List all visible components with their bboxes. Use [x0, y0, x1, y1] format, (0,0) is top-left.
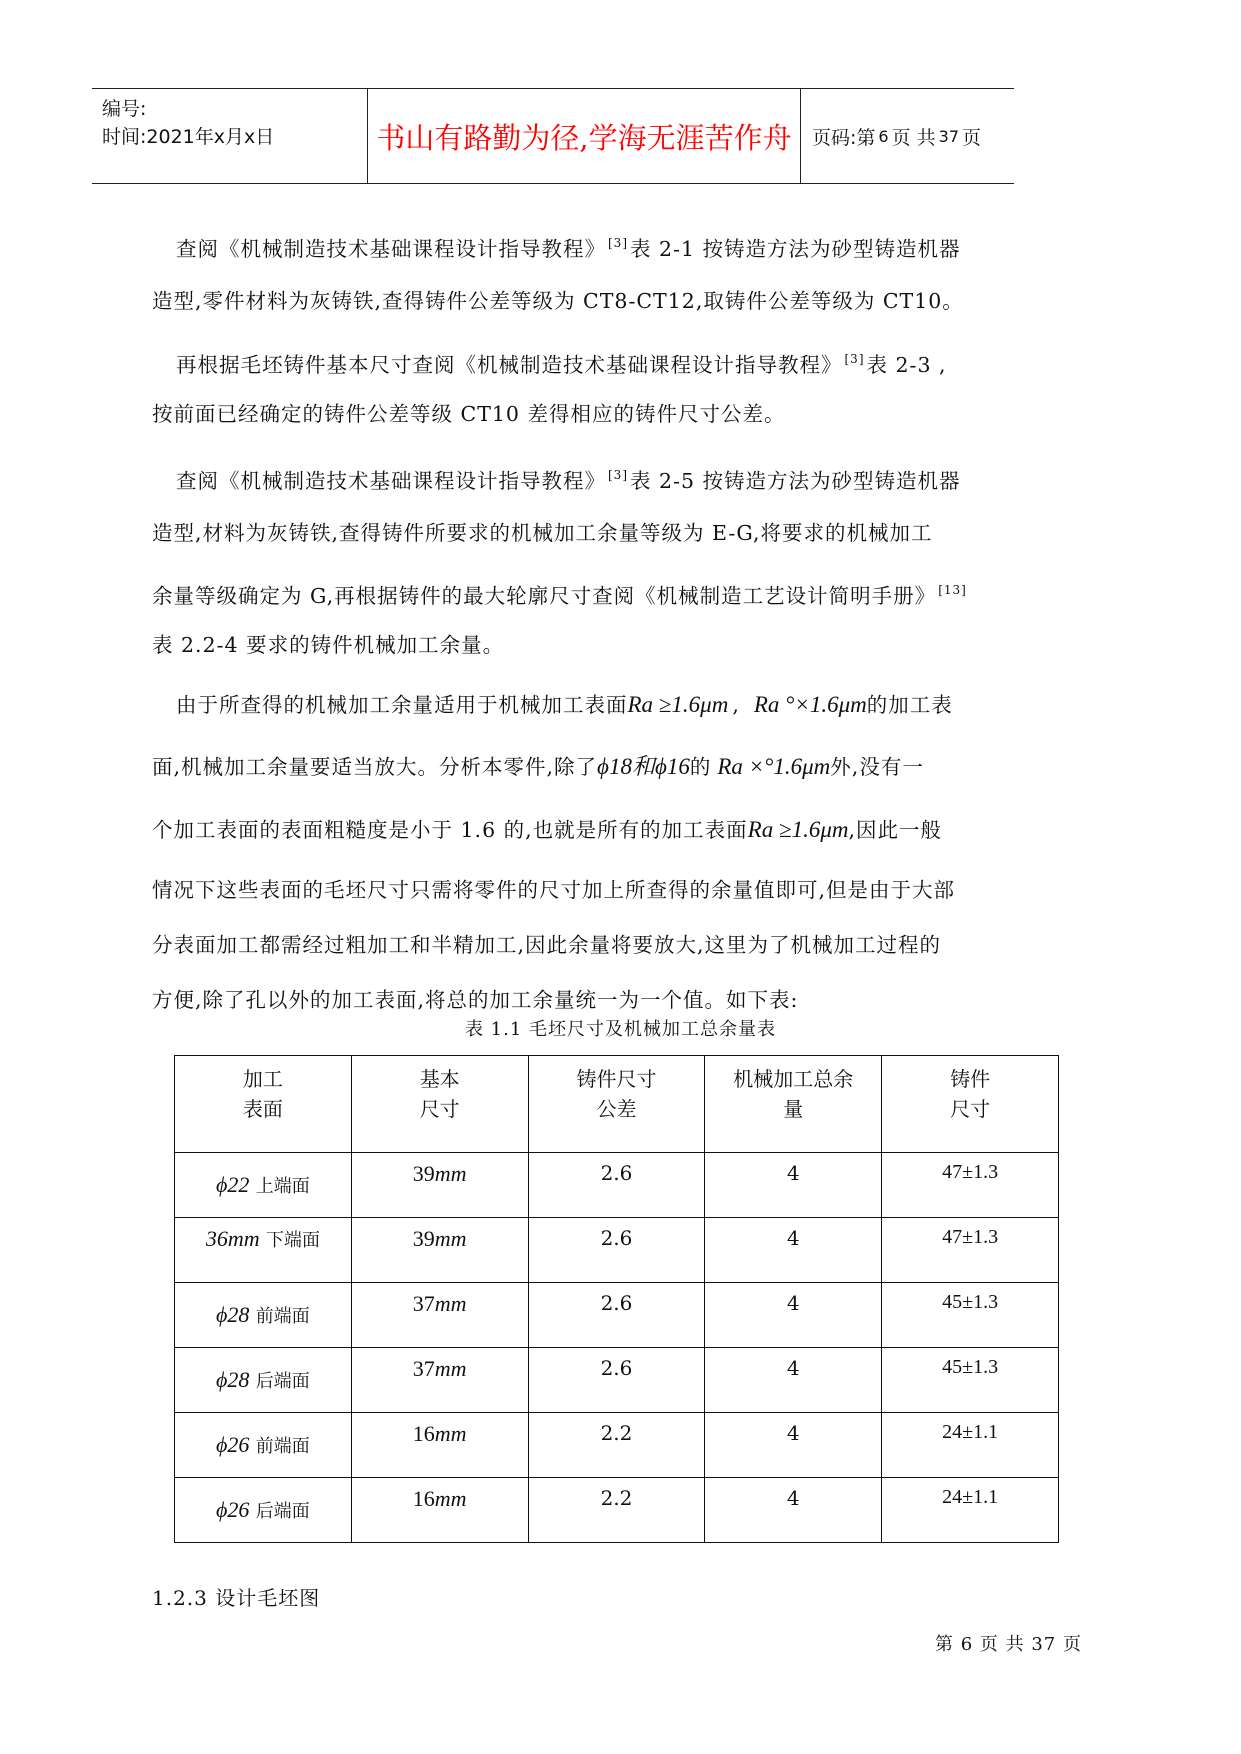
- surface-cell: [175, 1348, 352, 1413]
- header-cell: [882, 1056, 1059, 1153]
- page-header: [92, 88, 1014, 184]
- table-row: [175, 1218, 1059, 1283]
- allowance-cell: 4: [705, 1413, 882, 1478]
- casting-size-cell: 45±1.3: [882, 1348, 1059, 1413]
- citation-ref: [3]: [844, 352, 865, 366]
- basic-size-cell: [351, 1153, 528, 1218]
- header-meta: [102, 95, 352, 151]
- text: 后端面: [255, 1501, 310, 1522]
- text: 机械加工总余: [733, 1067, 854, 1091]
- text: 尺寸: [950, 1097, 991, 1121]
- math-expression: Ra ≥1.6μm: [627, 692, 729, 717]
- table-row: [175, 1153, 1059, 1218]
- allowance-cell: 4: [705, 1283, 882, 1348]
- basic-size-cell: [351, 1413, 528, 1478]
- text: 基本: [419, 1067, 460, 1091]
- text: mm: [434, 1226, 467, 1251]
- citation-ref: [3]: [608, 468, 628, 482]
- text: 16: [412, 1421, 435, 1446]
- document-date: 时间:2021年x月x日: [102, 126, 275, 148]
- text: mm: [434, 1486, 467, 1511]
- surface-cell: [175, 1283, 352, 1348]
- tolerance-cell: 2.6: [528, 1283, 705, 1348]
- casting-size-cell: 47±1.3: [882, 1218, 1059, 1283]
- paragraph-2-line-2: 按前面已经确定的铸件公差等级 CT10 差得相应的铸件尺寸公差。: [152, 402, 786, 426]
- surface-cell: [175, 1413, 352, 1478]
- header-cell: [351, 1056, 528, 1153]
- text: 前端面: [255, 1436, 310, 1457]
- table-row: [175, 1283, 1059, 1348]
- text: 39: [412, 1226, 435, 1251]
- allowance-cell: 4: [705, 1218, 882, 1283]
- document-number-label: 编号:: [102, 98, 147, 120]
- casting-size-cell: 45±1.3: [882, 1283, 1059, 1348]
- casting-size-cell: 24±1.1: [882, 1478, 1059, 1543]
- paragraph-4-line-1: [176, 690, 1116, 720]
- text: 余量等级确定为 G,再根据铸件的最大轮廓尺寸查阅《机械制造工艺设计简明手册》: [152, 584, 937, 608]
- surface-cell: [175, 1153, 352, 1218]
- text: 上端面: [255, 1176, 310, 1197]
- text: 查阅《机械制造技术基础课程设计指导教程》: [176, 469, 606, 493]
- text: 面,机械加工余量要适当放大。分析本零件,除了: [152, 755, 598, 779]
- text: 16: [412, 1486, 435, 1511]
- text: 查阅《机械制造技术基础课程设计指导教程》: [176, 237, 606, 261]
- paragraph-1-line-1: [176, 228, 1116, 264]
- tolerance-cell: 2.6: [528, 1153, 705, 1218]
- page-total: 37: [938, 126, 959, 146]
- text: ϕ28: [216, 1302, 250, 1327]
- basic-size-cell: [351, 1478, 528, 1543]
- tolerance-cell: 2.6: [528, 1218, 705, 1283]
- math-expression: Ra ≥1.6μm: [747, 817, 849, 842]
- text: 由于所查得的机械加工余量适用于机械加工表面: [176, 693, 628, 717]
- paragraph-1-line-2: 造型,零件材料为灰铸铁,查得铸件公差等级为 CT8-CT12,取铸件公差等级为 CT10。: [152, 289, 964, 313]
- surface-cell: [175, 1218, 352, 1283]
- text: 量: [783, 1097, 804, 1121]
- table-row: [175, 1348, 1059, 1413]
- surface-cell: [175, 1478, 352, 1543]
- paragraph-2-line-1: [176, 344, 1116, 380]
- text: ,: [732, 693, 740, 717]
- text: 的: [689, 755, 712, 779]
- allowance-cell: 4: [705, 1348, 882, 1413]
- text: mm: [434, 1161, 467, 1186]
- text: 36mm: [205, 1226, 260, 1251]
- text: 39: [412, 1161, 435, 1186]
- paragraph-3-line-4: 表 2.2-4 要求的铸件机械加工余量。: [152, 633, 505, 657]
- header-cell: [528, 1056, 705, 1153]
- casting-size-cell: 24±1.1: [882, 1413, 1059, 1478]
- page-current: 6: [878, 126, 889, 146]
- text: ϕ26: [216, 1432, 250, 1457]
- text: 前端面: [255, 1306, 310, 1327]
- text: 公差: [596, 1097, 637, 1121]
- paragraph-4-line-2: [152, 752, 1092, 782]
- tolerance-cell: 2.6: [528, 1348, 705, 1413]
- section-heading: 1.2.3 设计毛坯图: [152, 1586, 321, 1610]
- text: ϕ22: [216, 1172, 250, 1197]
- header-page-info: [812, 89, 981, 183]
- paragraph-3-line-3: [152, 575, 1092, 611]
- text: 再根据毛坯铸件基本尺寸查阅《机械制造技术基础课程设计指导教程》: [176, 353, 843, 377]
- text: ϕ28: [216, 1367, 250, 1392]
- basic-size-cell: [351, 1348, 528, 1413]
- text: 尺寸: [419, 1097, 460, 1121]
- math-expression: Ra °×1.6μm: [753, 692, 867, 717]
- text: ϕ26: [216, 1497, 250, 1522]
- basic-size-cell: [351, 1218, 528, 1283]
- text: 37: [412, 1356, 435, 1381]
- tolerance-cell: 2.2: [528, 1413, 705, 1478]
- text: ,因此一般: [848, 818, 943, 842]
- text: 的加工表: [866, 693, 953, 717]
- header-cell: [705, 1056, 882, 1153]
- page-label-suffix: 页: [962, 126, 982, 149]
- text: 表 2-5 按铸造方法为砂型铸造机器: [630, 469, 961, 493]
- table-caption: 表 1.1 毛坯尺寸及机械加工总余量表: [464, 1019, 777, 1040]
- allowance-cell: 4: [705, 1478, 882, 1543]
- text: 表面: [242, 1097, 283, 1121]
- paragraph-3-line-1: [176, 460, 1116, 496]
- casting-size-cell: 47±1.3: [882, 1153, 1059, 1218]
- math-expression: ϕ18和ϕ16: [597, 754, 690, 779]
- paragraph-4-line-4: 情况下这些表面的毛坯尺寸只需将零件的尺寸加上所查得的余量值即可,但是由于大部: [152, 878, 956, 902]
- text: 铸件尺寸: [576, 1067, 657, 1091]
- paragraph-4-line-3: [152, 815, 1092, 845]
- paragraph-4-line-5: 分表面加工都需经过粗加工和半精加工,因此余量将要放大,这里为了机械加工过程的: [152, 933, 942, 957]
- citation-ref: [3]: [608, 236, 628, 250]
- table-row: [175, 1413, 1059, 1478]
- text: mm: [434, 1356, 467, 1381]
- text: 后端面: [255, 1371, 310, 1392]
- text: 个加工表面的表面粗糙度是小于 1.6 的,也就是所有的加工表面: [152, 818, 748, 842]
- paragraph-3-line-2: 造型,材料为灰铸铁,查得铸件所要求的机械加工余量等级为 E-G,将要求的机械加工: [152, 521, 933, 545]
- table-row: [175, 1478, 1059, 1543]
- page-label-prefix: 页码:第: [812, 126, 876, 149]
- text: 加工: [242, 1067, 283, 1091]
- page-label-mid: 页 共: [891, 126, 936, 149]
- paragraph-4-line-6: 方便,除了孔以外的加工表面,将总的加工余量统一为一个值。如下表:: [152, 988, 799, 1012]
- text: 37: [412, 1291, 435, 1316]
- text: 铸件: [950, 1067, 991, 1091]
- text: 表 2-3 ,: [866, 353, 947, 377]
- blank-size-table: [174, 1055, 1059, 1543]
- basic-size-cell: [351, 1283, 528, 1348]
- text: 表 2-1 按铸造方法为砂型铸造机器: [630, 237, 961, 261]
- table-header-row: [175, 1056, 1059, 1153]
- tolerance-cell: 2.2: [528, 1478, 705, 1543]
- text: mm: [434, 1421, 467, 1446]
- header-cell: [175, 1056, 352, 1153]
- text: 下端面: [265, 1230, 320, 1251]
- text: mm: [434, 1291, 467, 1316]
- allowance-cell: 4: [705, 1153, 882, 1218]
- text: 外,没有一: [830, 755, 924, 779]
- citation-ref: [13]: [938, 583, 967, 597]
- header-motto: 书山有路勤为径,学海无涯苦作舟: [367, 89, 801, 183]
- page-footer: 第 6 页 共 37 页: [935, 1634, 1082, 1655]
- math-expression: Ra ×°1.6μm: [717, 754, 831, 779]
